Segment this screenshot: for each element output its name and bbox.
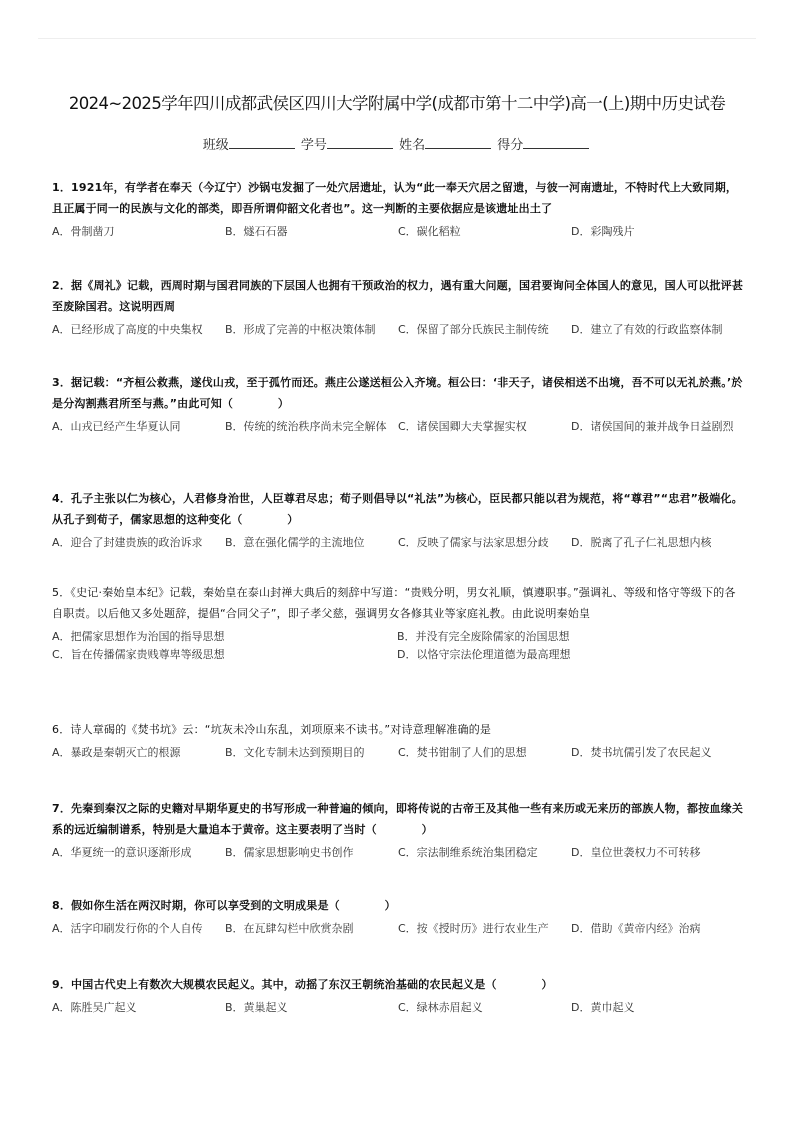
question-9 [52, 974, 746, 1017]
option-b[interactable]: B．黄巢起义 [225, 1001, 288, 1014]
class-label: 班级 [202, 138, 229, 153]
question-stem: 7．先秦到秦汉之际的史籍对早期华夏史的书写形成一种普遍的倾向，即将传说的古帝王及其他一些有来历或无来历的部族人物，都按血缘关系的远近编制谱系，特别是大量追本于黄帝。这主要表明了当时（ ） [52, 802, 744, 836]
option-d[interactable]: D．诸侯国间的兼并战争日益剧烈 [571, 420, 734, 433]
option-b[interactable]: B．并没有完全废除儒家的治国思想 [397, 630, 570, 643]
options [52, 999, 746, 1017]
question-stem: 3．据记载：“齐桓公救燕，遂伐山戎，至于孤竹而还。燕庄公遂送桓公入齐境。桓公曰：‘非天子，诸侯相送不出境，吾不可以无礼於燕。’於是分沟割燕君所至与燕。”由此可知（ ） [52, 376, 743, 410]
option-a[interactable]: A．骨制凿刀 [52, 225, 115, 238]
name-label: 姓名 [399, 138, 426, 153]
option-d[interactable]: D．皇位世袭权力不可转移 [571, 846, 701, 859]
question-5 [52, 582, 746, 664]
question-6 [52, 719, 746, 762]
score-field[interactable] [497, 134, 591, 153]
option-c[interactable]: C．绿林赤眉起义 [398, 1001, 483, 1014]
id-label: 学号 [300, 138, 327, 153]
question-stem: 5．《史记·秦始皇本纪》记载，秦始皇在泰山封禅大典后的刻辞中写道：“贵贱分明，男女礼顺，慎遵职事。”强调礼、等级和恪守等级下的各自职责。以后他又多处题辞，提倡“合同父子”，即子孝父慈，强调男女各修其业等家庭礼教。由此说明秦始皇 [52, 586, 736, 620]
score-blank[interactable] [523, 136, 589, 149]
score-label: 得分 [497, 138, 524, 153]
option-b[interactable]: B．传统的统治秩序尚未完全解体 [225, 420, 387, 433]
question-8 [52, 895, 746, 938]
option-d[interactable]: D．彩陶残片 [571, 225, 635, 238]
option-a[interactable]: A．陈胜吴广起义 [52, 1001, 137, 1014]
question-stem: 4．孔子主张以仁为核心，人君修身治世，人臣尊君尽忠；荀子则倡导以“礼法”为核心，臣民都只能以君为规范，将“尊君”“忠君”极端化。从孔子到荀子，儒家思想的这种变化（ ） [52, 492, 743, 526]
name-field[interactable] [399, 134, 493, 153]
top-divider [38, 38, 756, 39]
option-a[interactable]: A．山戎已经产生华夏认同 [52, 420, 181, 433]
options [52, 223, 746, 241]
question-stem: 6．诗人章碣的《焚书坑》云：“坑灰未冷山东乱，刘项原来不读书。”对诗意理解准确的是 [52, 723, 492, 736]
option-c[interactable]: C．诸侯国卿大夫掌握实权 [398, 420, 527, 433]
option-a[interactable]: A．已经形成了高度的中央集权 [52, 323, 203, 336]
option-c[interactable]: C．反映了儒家与法家思想分歧 [398, 536, 549, 549]
question-stem: 9．中国古代史上有数次大规模农民起义。其中，动摇了东汉王朝统治基础的农民起义是（ ） [52, 978, 553, 991]
options [52, 844, 746, 862]
option-d[interactable]: D．借助《黄帝内经》治病 [571, 922, 701, 935]
options [52, 628, 746, 664]
option-d[interactable]: D．黄巾起义 [571, 1001, 635, 1014]
option-b[interactable]: B．儒家思想影响史书创作 [225, 846, 354, 859]
options [52, 920, 746, 938]
option-b[interactable]: B．文化专制未达到预期目的 [225, 746, 365, 759]
question-7 [52, 798, 746, 862]
option-d[interactable]: D．脱离了孔子仁礼思想内核 [571, 536, 712, 549]
option-d[interactable]: D．建立了有效的行政监察体制 [571, 323, 723, 336]
options [52, 418, 746, 436]
question-1 [52, 177, 746, 241]
question-3 [52, 372, 746, 436]
question-2 [52, 275, 746, 339]
option-a[interactable]: A．华夏统一的意识逐渐形成 [52, 846, 192, 859]
option-c[interactable]: C．按《授时历》进行农业生产 [398, 922, 549, 935]
class-blank[interactable] [229, 136, 295, 149]
id-field[interactable] [301, 134, 395, 153]
id-blank[interactable] [327, 136, 393, 149]
question-stem: 1．1921年，有学者在奉天（今辽宁）沙锅屯发掘了一处穴居遗址，认为“此一奉天穴居之留遗，与彼一河南遗址，不特时代上大致同期，且正属于同一的民族与文化的部类，即吾所谓仰韶文化者也”。这一判断的主要依据应是该遗址出土了 [52, 181, 738, 215]
option-b[interactable]: B．在瓦肆勾栏中欣赏杂剧 [225, 922, 354, 935]
option-b[interactable]: B．形成了完善的中枢决策体制 [225, 323, 376, 336]
option-d[interactable]: D．焚书坑儒引发了农民起义 [571, 746, 712, 759]
options [52, 744, 746, 762]
question-stem: 2．据《周礼》记载，西周时期与国君同族的下层国人也拥有干预政治的权力，遇有重大问题，国君要询问全体国人的意见，国人可以批评甚至废除国君。这说明西周 [52, 279, 744, 313]
class-field[interactable] [203, 134, 297, 153]
option-a[interactable]: A．把儒家思想作为治国的指导思想 [52, 630, 225, 643]
option-a[interactable]: A．活字印刷发行你的个人自传 [52, 922, 203, 935]
option-c[interactable]: C．旨在传播儒家贵贱尊卑等级思想 [52, 648, 225, 661]
option-d[interactable]: D．以恪守宗法伦理道德为最高理想 [397, 648, 571, 661]
page-title: 2024~2025学年四川成都武侯区四川大学附属中学(成都市第十二中学)高一(上)期中历史试卷 [68, 94, 726, 113]
option-c[interactable]: C．宗法制维系统治集团稳定 [398, 846, 538, 859]
option-b[interactable]: B．燧石石器 [225, 225, 288, 238]
options [52, 534, 746, 552]
option-c[interactable]: C．焚书钳制了人们的思想 [398, 746, 527, 759]
options [52, 321, 746, 339]
option-c[interactable]: C．碳化稻粒 [398, 225, 461, 238]
name-blank[interactable] [425, 136, 491, 149]
question-4 [52, 488, 746, 552]
option-b[interactable]: B．意在强化儒学的主流地位 [225, 536, 365, 549]
option-a[interactable]: A．暴政是秦朝灭亡的根源 [52, 746, 181, 759]
question-stem: 8．假如你生活在两汉时期，你可以享受到的文明成果是（ ） [52, 899, 396, 912]
option-a[interactable]: A．迎合了封建贵族的政治诉求 [52, 536, 203, 549]
student-info-fields [0, 134, 794, 153]
option-c[interactable]: C．保留了部分氏族民主制传统 [398, 323, 549, 336]
